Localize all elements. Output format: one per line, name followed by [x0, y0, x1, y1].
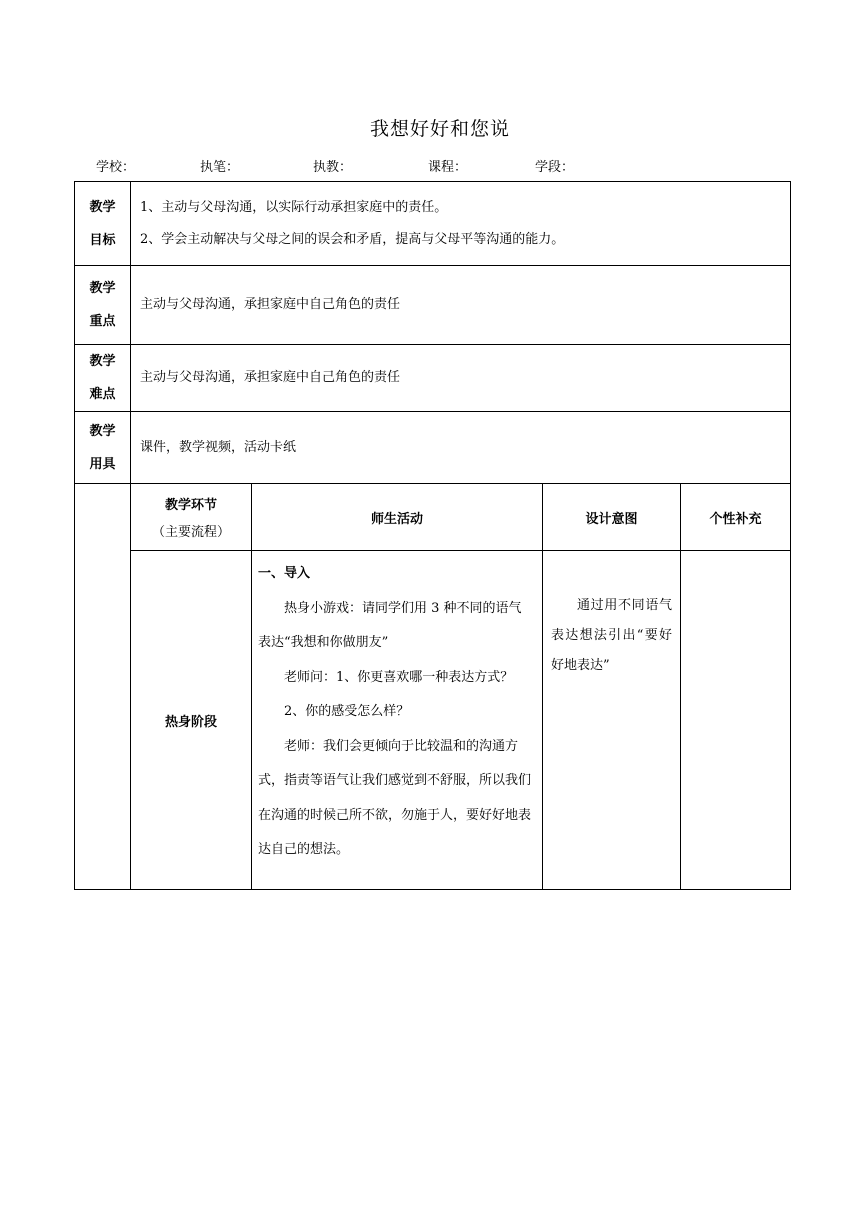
- meta-course: 课程：: [428, 160, 468, 175]
- process-supplement: [681, 551, 791, 890]
- process-header-intent: 设计意图: [543, 484, 681, 551]
- tools-row: [75, 412, 791, 484]
- meta-teacher: 执教：: [313, 160, 353, 175]
- meta-stage: 学段：: [535, 160, 575, 175]
- key-points-label-line1: 教学: [89, 281, 116, 296]
- goal-item: 1、主动与父母沟通，以实际行动承担家庭中的责任。: [140, 199, 448, 215]
- tools-label-line1: 教学: [89, 423, 116, 439]
- process-header-row: [75, 484, 791, 551]
- difficulties-content: 主动与父母沟通，承担家庭中自己角色的责任: [131, 345, 791, 412]
- tools-label-line2: 用具: [89, 456, 116, 472]
- tools-label: [75, 412, 131, 484]
- goals-label-line2: 目标: [89, 232, 116, 248]
- process-header-stage: [131, 484, 252, 551]
- process-intent: 通过用不同语气表达想法引出“要好好地表达”: [543, 551, 681, 890]
- process-activity: [252, 551, 543, 890]
- activity-heading: 一、导入: [258, 566, 311, 581]
- process-header-supplement: 个性补充: [681, 484, 791, 551]
- process-header-stage-label: 教学环节: [164, 498, 217, 513]
- key-points-label: [75, 266, 131, 345]
- goals-row: [75, 182, 791, 266]
- process-stage: 热身阶段: [131, 551, 252, 890]
- activity-line: 2、你的感受怎么样？: [284, 704, 410, 719]
- document-title: 我想好好和您说: [369, 118, 510, 140]
- key-points-row: [75, 266, 791, 345]
- difficulties-label-line2: 难点: [89, 387, 116, 402]
- difficulties-label-line1: 教学: [89, 354, 116, 369]
- meta-school: 学校：: [96, 160, 136, 175]
- process-header-activity: 师生活动: [252, 484, 543, 551]
- process-row: [75, 551, 791, 890]
- lesson-plan-table: [74, 181, 791, 890]
- activity-line: 老师问：1、你更喜欢哪一种表达方式？: [284, 669, 514, 685]
- tools-content: 课件，教学视频，活动卡纸: [131, 412, 791, 484]
- goal-item: 2、学会主动解决与父母之间的误会和矛盾，提高与父母平等沟通的能力。: [140, 231, 565, 247]
- meta-writer: 执笔：: [200, 160, 240, 175]
- difficulties-label: [75, 345, 131, 412]
- activity-line: 老师：我们会更倾向于比较温和的沟通方式，指责等语气让我们感觉到不舒服，所以我们在沟通的时候己所不欲，勿施于人，要好好地表达自己的想法。: [258, 738, 532, 857]
- process-blank-cell: [75, 484, 131, 890]
- goals-content: [131, 182, 791, 266]
- difficulties-row: [75, 345, 791, 412]
- key-points-label-line2: 重点: [89, 314, 116, 329]
- key-points-content: 主动与父母沟通，承担家庭中自己角色的责任: [131, 266, 791, 345]
- process-header-stage-sub: （主要流程）: [151, 525, 230, 540]
- goals-label: [75, 182, 131, 266]
- activity-line: 热身小游戏：请同学们用 3 种不同的语气表达“我想和你做朋友”: [258, 600, 522, 650]
- goals-label-line1: 教学: [89, 199, 116, 215]
